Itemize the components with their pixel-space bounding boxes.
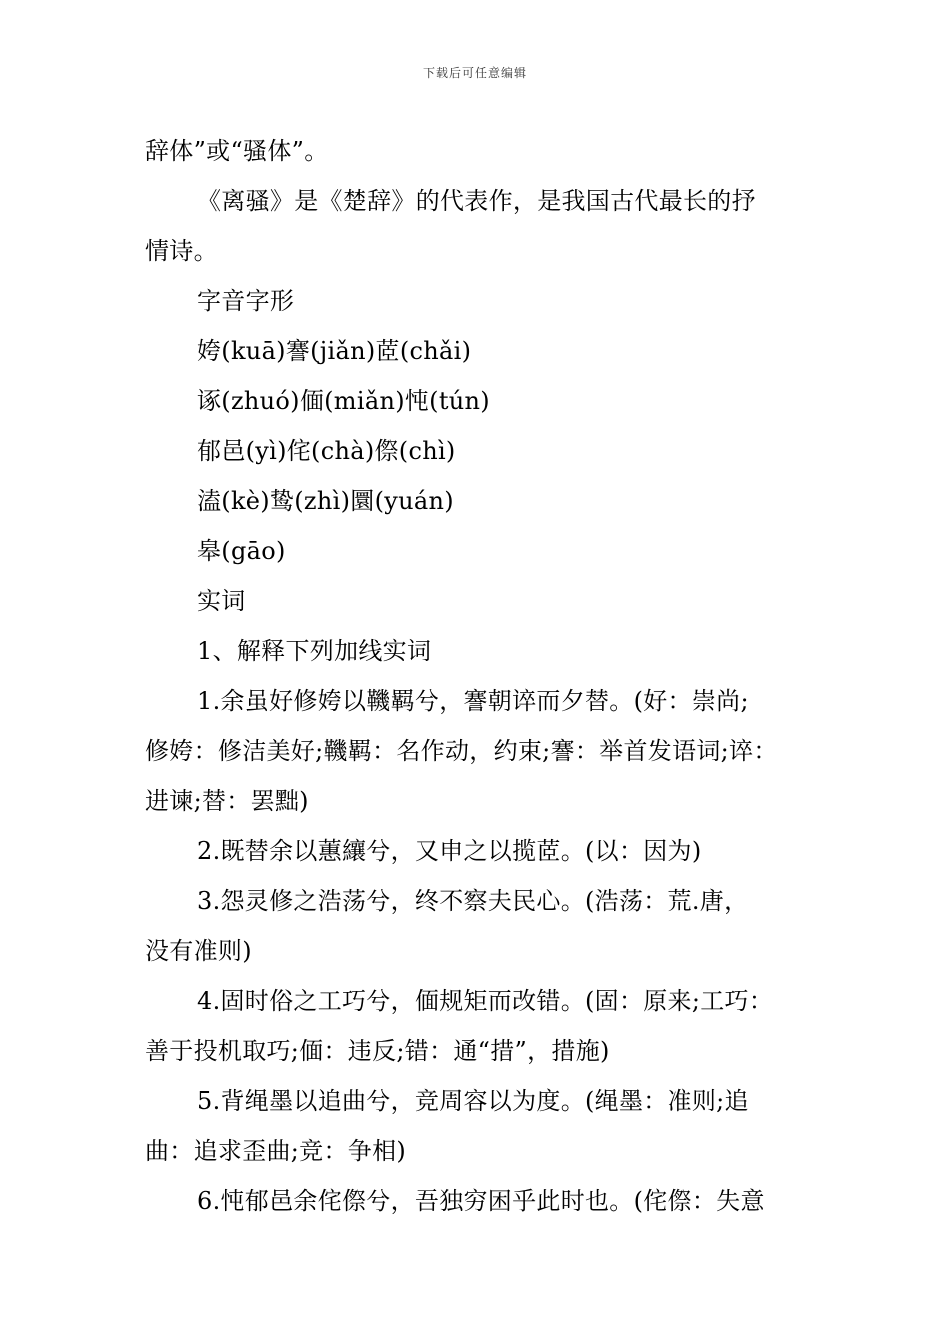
text-line: 郁邑(yì)侘(chà)傺(chì) bbox=[197, 437, 456, 465]
text-line: 《离骚》是《楚辞》的代表作，是我国古代最长的抒 bbox=[197, 187, 756, 215]
text-line: 情诗。 bbox=[145, 237, 218, 265]
text-line: 辞体”或“骚体”。 bbox=[145, 137, 329, 165]
text-line: 3.怨灵修之浩荡兮，终不察夫民心。(浩荡：荒.唐， bbox=[197, 887, 749, 915]
text-line: 5.背绳墨以追曲兮，竞周容以为度。(绳墨：准则;追 bbox=[197, 1087, 749, 1115]
text-line: 2.既替余以蕙纕兮，又申之以揽茝。(以：因为) bbox=[197, 837, 702, 865]
text-line: 实词 bbox=[197, 587, 246, 615]
text-line: 没有准则) bbox=[145, 937, 252, 965]
text-line: 曲：追求歪曲;竞：争相) bbox=[145, 1137, 407, 1165]
text-line: 4.固时俗之工巧兮，偭规矩而改错。(固：原来;工巧： bbox=[197, 987, 774, 1015]
text-line: 修姱：修洁美好;鞿羁：名作动，约束;謇：举首发语词;谇： bbox=[145, 737, 778, 765]
text-line: 溘(kè)鸷(zhì)圜(yuán) bbox=[197, 487, 454, 515]
text-line: 1、解释下列加线实词 bbox=[197, 637, 432, 665]
text-line: 字音字形 bbox=[197, 287, 295, 315]
page-header: 下载后可任意编辑 bbox=[422, 66, 527, 80]
text-line: 进谏;替：罢黜) bbox=[145, 787, 309, 815]
text-line: 诼(zhuó)偭(miǎn)忳(tún) bbox=[197, 387, 490, 415]
text-line: 6.忳郁邑余侘傺兮，吾独穷困乎此时也。(侘傺：失意 bbox=[197, 1187, 765, 1215]
text-line: 皋(gāo) bbox=[197, 537, 286, 565]
document-body bbox=[145, 126, 815, 1226]
text-line: 姱(kuā)謇(jiǎn)茝(chǎi) bbox=[197, 337, 472, 365]
text-line: 善于投机取巧;偭：违反;错：通“措”，措施) bbox=[145, 1037, 610, 1065]
text-line: 1.余虽好修姱以鞿羁兮，謇朝谇而夕替。(好：崇尚; bbox=[197, 687, 749, 715]
